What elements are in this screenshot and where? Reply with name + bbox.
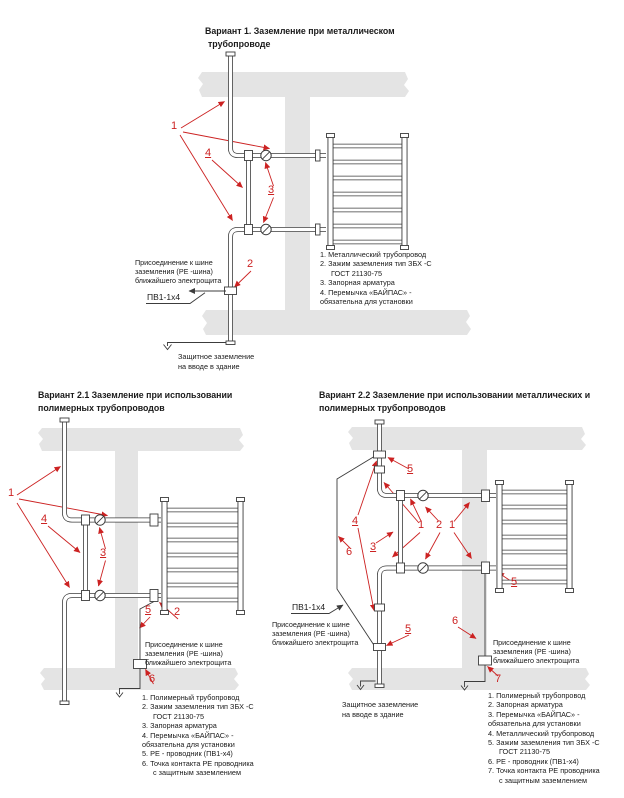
v22-valve-top xyxy=(418,490,428,500)
v22-transition-coupling-top xyxy=(375,466,385,473)
v21-callout-6: 6 xyxy=(149,673,156,685)
v22-ground-clamp-top xyxy=(374,451,386,458)
v21-title-line2: полимерных трубопроводов xyxy=(38,403,165,413)
v21-valve-bottom xyxy=(95,590,105,600)
v1-title-line1: Вариант 1. Заземление при металлическом xyxy=(205,26,395,36)
v22-pe-contact-box xyxy=(479,656,492,665)
v1-radiator-flange-top xyxy=(316,150,321,161)
v1-title-line2: трубопроводе xyxy=(208,39,271,49)
v22-ground-clamp-bottom xyxy=(374,644,386,651)
v21-tee-fitting-bottom xyxy=(82,591,90,601)
v1-pipe-top-cap xyxy=(226,52,235,56)
v22-callout-5-radiator: 5 xyxy=(511,576,518,588)
v22-pe-bus-note-left: Присоединение к шине заземления (PE -шина) ближайшего электрощита xyxy=(272,620,359,647)
v21-title xyxy=(38,389,232,415)
v21-coupling-top xyxy=(150,514,158,526)
v22-towel-radiator xyxy=(496,481,574,593)
v1-towel-radiator xyxy=(327,134,409,250)
v1-tee-fitting-bottom xyxy=(245,225,253,235)
v22-coupling-clamp-radiator-bottom xyxy=(482,562,490,574)
v22-callout-1-right: 1 xyxy=(449,519,456,531)
v22-legend: 1. Полимерный трубопровод 2. Запорная арматура 3. Перемычка «БАЙПАС» - обязательна для установки 4. Металлический трубопровод 5. Зажим заземления тип ЗБХ -С ГОСТ 21130-75 6. PE - проводник (ПВ1-х4) 7. Точка контакта PE проводника с защитным заземлением xyxy=(488,691,600,785)
v22-callout-3: 3 xyxy=(370,541,377,553)
v22-valve-bottom xyxy=(418,563,428,573)
v1-callout-4: 4 xyxy=(205,147,212,159)
v1-valve-bottom xyxy=(261,224,271,234)
v22-callout-2: 2 xyxy=(436,519,443,531)
v1-radiator-flange-bottom xyxy=(316,224,321,235)
v22-tee-fitting-bottom xyxy=(397,563,405,573)
v21-callout-1: 1 xyxy=(8,487,15,499)
v21-pipe-bottom-cap xyxy=(60,701,69,705)
v21-legend: 1. Полимерный трубопровод 2. Зажим заземления тип ЗБХ -С ГОСТ 21130-75 3. Запорная арматура 4. Перемычка «БАЙПАС» - обязательна для установки 5. PE - проводник (ПВ1-х4) 6. Точка контакта PE проводника с защитным заземлением xyxy=(142,693,254,778)
v22-callout-6-left: 6 xyxy=(346,546,353,558)
v22-ground-note: Защитное заземление на вводе в здание xyxy=(342,700,419,719)
v1-tee-fitting-top xyxy=(245,151,253,161)
v22-callout-5-riser: 5 xyxy=(405,623,412,635)
v22-callout-4: 4 xyxy=(352,515,359,527)
v1-wire-label: ПВ1-1х4 xyxy=(147,292,181,302)
v22-callout-7: 7 xyxy=(495,673,502,685)
v22-callout-6-right: 6 xyxy=(452,615,459,627)
v22-transition-coupling-bottom xyxy=(375,604,385,611)
v1-pipe-bottom-cap xyxy=(226,341,235,345)
v1-ground-clamp xyxy=(225,287,237,295)
v1-ground-note: Защитное заземление на вводе в здание xyxy=(178,352,255,371)
v22-pipe-top-cap xyxy=(375,420,384,424)
v1-callout-1: 1 xyxy=(171,120,178,132)
v21-callout-5: 5 xyxy=(145,604,152,616)
v21-callout-4: 4 xyxy=(41,513,48,525)
v21-coupling-clamp-bottom xyxy=(150,590,158,602)
v1-pe-bus-note: Присоединение к шине заземления (PE -шина) ближайшего электрощита xyxy=(135,258,222,285)
v1-title xyxy=(205,25,395,51)
v22-pe-bus-note-right: Присоединение к шине заземления (PE -шина) ближайшего электрощита xyxy=(493,638,580,665)
v21-tee-fitting-top xyxy=(82,515,90,525)
v22-wire-label: ПВ1-1х4 xyxy=(292,602,326,612)
v1-callout-3: 3 xyxy=(268,184,275,196)
v22-callout-5-top: 5 xyxy=(407,463,414,475)
v21-towel-radiator xyxy=(161,498,245,615)
v21-title-line1: Вариант 2.1 Заземление при использовании xyxy=(38,390,233,400)
v1-ground-symbol xyxy=(164,343,227,350)
v21-valve-top xyxy=(95,515,105,525)
v21-pipe-top-cap xyxy=(60,418,69,422)
v22-title-line2: полимерных трубопроводов xyxy=(319,403,446,413)
v1-callout-2: 2 xyxy=(247,258,254,270)
v1-valve-top xyxy=(261,150,271,160)
v22-coupling-radiator-top xyxy=(482,490,490,502)
v21-callout-2: 2 xyxy=(174,606,181,618)
v21-pe-bus-note: Присоединение к шине заземления (PE -шина) ближайшего электрощита xyxy=(145,640,232,667)
v22-pipe-bottom-cap xyxy=(375,684,384,688)
v22-tee-fitting-top xyxy=(397,491,405,501)
v22-title xyxy=(319,389,590,415)
v22-callout-1-left: 1 xyxy=(418,519,425,531)
v1-legend: 1. Металлический трубопровод 2. Зажим заземления тип ЗБХ -С ГОСТ 21130-75 3. Запорная арматура 4. Перемычка «БАЙПАС» - обязательна для установки xyxy=(320,250,432,307)
v22-title-line1: Вариант 2.2 Заземление при использовании металлических и xyxy=(319,390,591,400)
v21-callout-3: 3 xyxy=(100,547,107,559)
